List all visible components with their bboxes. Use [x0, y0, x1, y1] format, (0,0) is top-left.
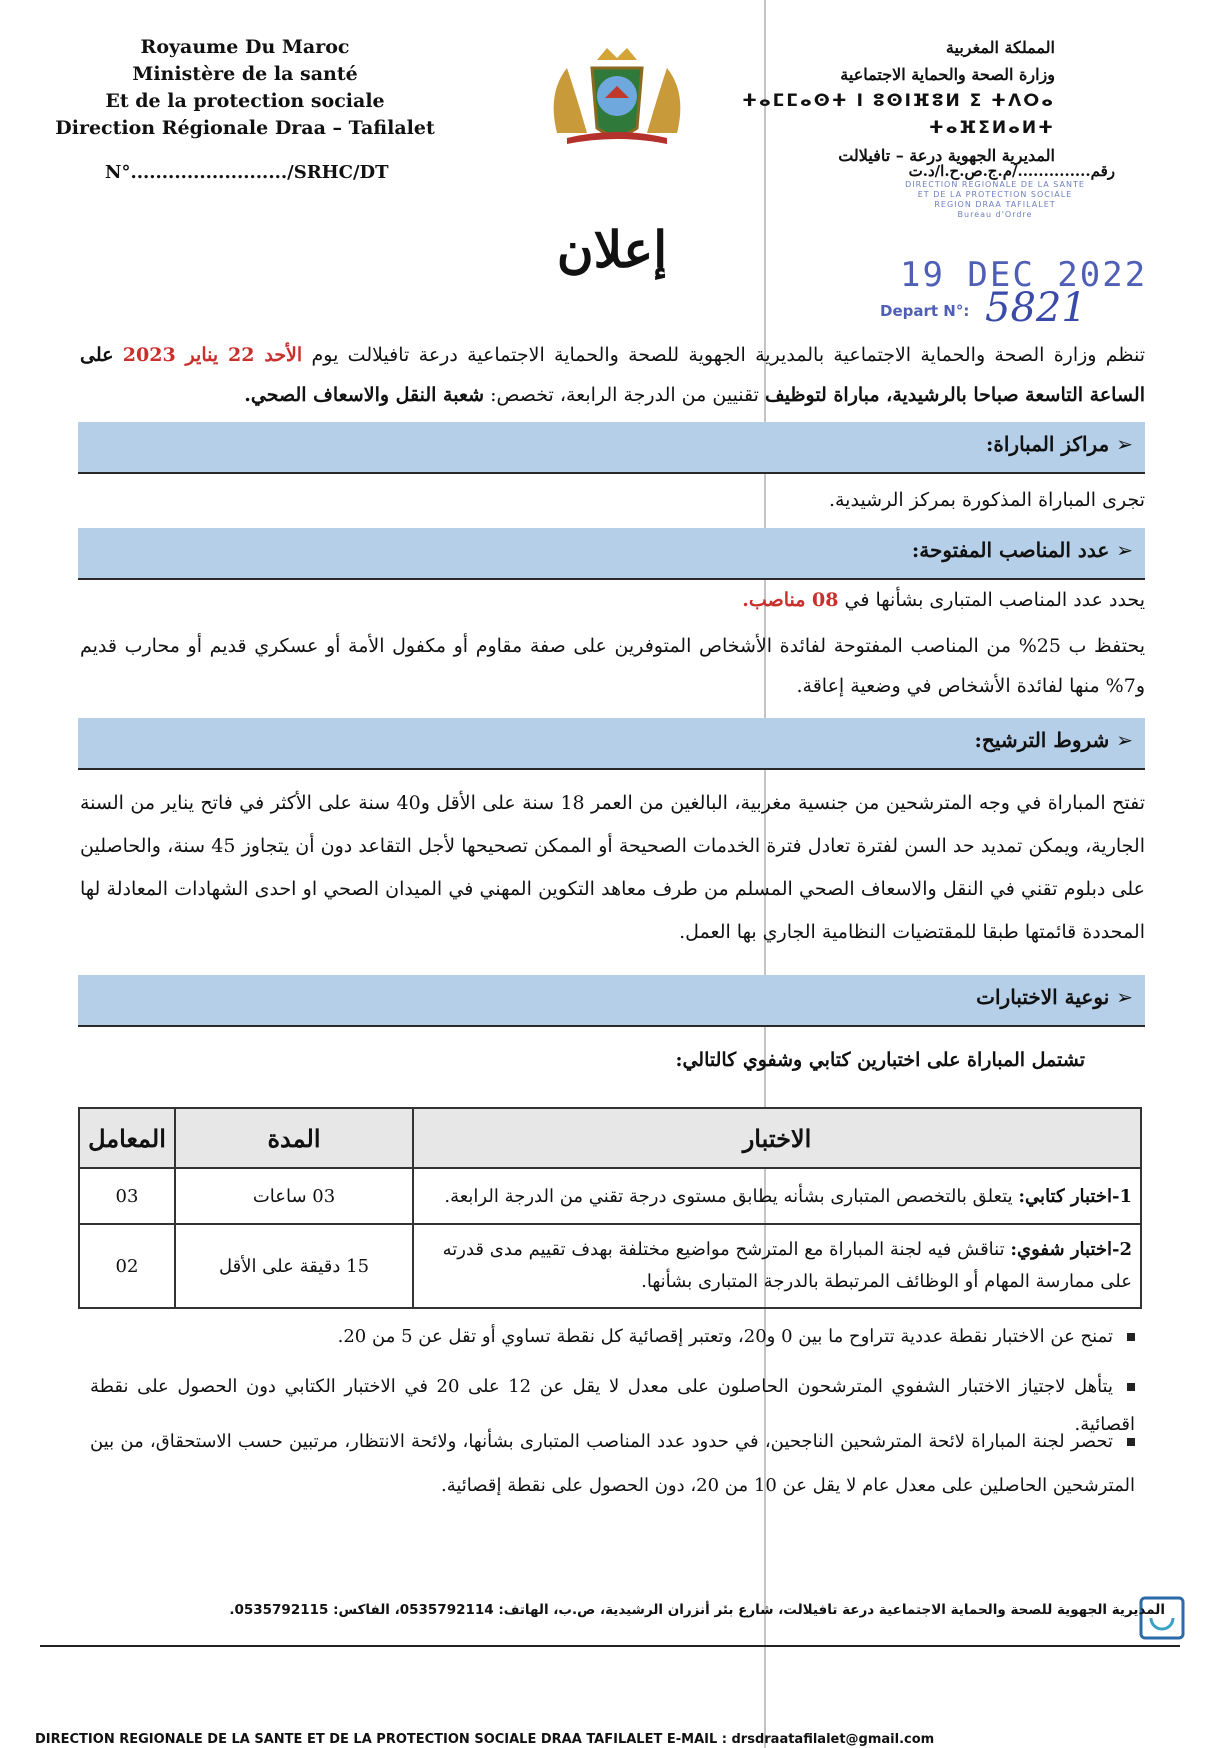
- bullet-icon: [1127, 1438, 1135, 1446]
- list-item: [90, 1318, 1135, 1356]
- exams-table: [78, 1107, 1142, 1309]
- exam-duration: 15 دقيقة على الأقل: [175, 1224, 413, 1308]
- header-fr: [10, 34, 480, 142]
- section-label: نوعية الاختبارات: [976, 985, 1110, 1009]
- column-header: المعامل: [79, 1108, 175, 1168]
- exam-name: 1-اختبار كتابي:: [1018, 1185, 1132, 1207]
- list-item: [90, 1420, 1135, 1508]
- arrow-icon: ➢: [1116, 728, 1133, 752]
- centers-text: تجرى المباراة المذكورة بمركز الرشيدية.: [828, 489, 1145, 511]
- arrow-icon: ➢: [1116, 538, 1133, 562]
- arrow-icon: ➢: [1116, 432, 1133, 456]
- header-ar-line: المملكة المغربية: [945, 38, 1055, 57]
- header-fr-line: Ministère de la santé: [132, 63, 358, 85]
- section-header-posts: [78, 528, 1145, 580]
- office-stamp: [880, 180, 1110, 220]
- exam-duration: 03 ساعات: [175, 1168, 413, 1224]
- header-fr-line: Et de la protection sociale: [105, 90, 385, 112]
- arrow-icon: ➢: [1116, 985, 1133, 1009]
- exams-intro: تشتمل المباراة على اختبارين كتابي وشفوي كالتالي:: [675, 1049, 1085, 1071]
- table-row: [79, 1168, 1141, 1224]
- posts-count-text: يحدد عدد المناصب المتبارى بشأنها في: [844, 589, 1145, 611]
- royal-emblem-icon: [537, 38, 697, 148]
- posts-text: [80, 580, 1145, 620]
- section-label: عدد المناصب المفتوحة:: [911, 538, 1110, 562]
- depart-label: Depart N°:: [880, 302, 970, 320]
- posts-reserved-text: يحتفظ ب 25% من المناصب المفتوحة لفائدة الأشخاص المتوفرين على صفة مقاوم أو مكفول الأمة أو عسكري قديم أو محارب قديم و7% منها لفائدة الأشخاص في وضعية إعاقة.: [80, 635, 1145, 697]
- exam-coefficient: 03: [79, 1168, 175, 1224]
- header-tifinagh: ⵜⴰⵎⵎⴰⵙⵜ ⵏ ⵓⵙⵏⴼⵓⵍ ⵉ ⵜⴷⵔⴰ ⵜⴰⴼⵉⵍⴰⵍⵜ: [742, 91, 1055, 138]
- date-stamp: 19 DEC 2022: [900, 255, 1148, 295]
- section-label: شروط الترشيح:: [974, 728, 1110, 752]
- section-header-centers: [78, 422, 1145, 474]
- header-ar: [675, 34, 1055, 169]
- exam-desc: تناقش فيه لجنة المباراة مع المترشح مواضيع مختلفة بهدف تقييم مدى قدرته على ممارسة المهام أو الوظائف المرتبطة بالدرجة المتبارى بشأنها.: [442, 1239, 1132, 1292]
- exam-name: 2-اختبار شفوي:: [1010, 1239, 1132, 1260]
- header-fr-line: Royaume Du Maroc: [140, 36, 350, 58]
- reference-number-fr: N°........................./SRHC/DT: [105, 162, 389, 183]
- stamp-line: REGION DRAA TAFILALET: [934, 200, 1056, 209]
- exam-cell: [413, 1224, 1141, 1308]
- stamp-line: DIRECTION REGIONALE DE LA SANTE: [905, 180, 1085, 189]
- footer-address-fr: DIRECTION REGIONALE DE LA SANTE ET DE LA PROTECTION SOCIALE DRAA TAFILALET E-MAIL : drsdraatafilalet@gmail.com: [35, 1732, 935, 1747]
- bullet-text: تمنح عن الاختبار نقطة عددية تتراوح ما بين 0 و20، وتعتبر إقصائية كل نقطة تساوي أو تقل عن 5 من 20.: [337, 1326, 1113, 1347]
- bullet-icon: [1127, 1383, 1135, 1391]
- exam-cell: [413, 1168, 1141, 1224]
- intro-text-bold: على الساعة التاسعة صباحا بالرشيدية، مباراة لتوظيف: [80, 344, 1145, 406]
- depart-number: 5821: [985, 285, 1087, 331]
- bullet-icon: [1127, 1333, 1135, 1341]
- bullet-text: يتأهل لاجتياز الاختبار الشفوي المترشحون الحاصلون على معدل لا يقل عن 12 على 20 في الاختبار الكتابي دون الحصول على نقطة اقصائية.: [90, 1376, 1135, 1435]
- table-row: [79, 1224, 1141, 1308]
- intro-text: تنظم وزارة الصحة والحماية الاجتماعية بالمديرية الجهوية للصحة والحماية الاجتماعية درعة تافيلالت يوم: [311, 344, 1146, 366]
- table-header-row: [79, 1108, 1141, 1168]
- section-header-conditions: [78, 718, 1145, 770]
- stamp-line: ET DE LA PROTECTION SOCIALE: [917, 190, 1073, 199]
- intro-text: تقنيين من الدرجة الرابعة، تخصص:: [490, 384, 759, 406]
- header-fr-line: Direction Régionale Draa – Tafilalet: [55, 117, 435, 139]
- footer-divider: [40, 1645, 1180, 1647]
- reference-number-ar: رقم............../م.ج.ص.ح.ا/د.ت: [908, 162, 1115, 180]
- header-ar-line: وزارة الصحة والحماية الاجتماعية: [840, 65, 1055, 84]
- section-label: مراكز المباراة:: [986, 432, 1110, 456]
- exam-date: الأحد 22 يناير 2023: [122, 344, 303, 366]
- conditions-text: تفتح المباراة في وجه المترشحين من جنسية مغربية، البالغين من العمر 18 سنة على الأقل و40 سنة على الأكثر في فاتح يناير من السنة الجارية، ويمكن تمديد حد السن لفترة تعادل فترة الخدمات الصحيحة أو الممكن تصحيحها لأجل التقاعد دون أن يتجاوز 45 سنة، والحاصلين على دبلوم تقني في النقل والاسعاف الصحي المسلم من طرف معاهد التكوين المهني في الميدان الصحي او احدى الشهادات المعادلة لها المحددة قائمتها طبقا للمقتضيات النظامية الجاري بها العمل.: [80, 792, 1146, 943]
- header-ar-direction: المديرية الجهوية درعة – تافيلالت: [838, 146, 1055, 165]
- bullet-text: تحصر لجنة المباراة لائحة المترشحين الناجحين، في حدود عدد المناصب المتبارى بشأنها، ولائحة الانتظار، مرتبين حسب الاستحقاق، من بين المترشحين الحاصلين على معدل عام لا يقل عن 10 من 20، دون الحصول على نقطة إقصائية.: [90, 1431, 1135, 1496]
- intro-paragraph: [80, 335, 1145, 415]
- section-header-exams: [78, 975, 1145, 1027]
- stamp-line: Bureau d'Ordre: [957, 210, 1033, 219]
- footer-address-ar: المديرية الجهوية للصحة والحماية الاجتماعية درعة تافيلالت، شارع بئر أنزران الرشيدية، ص.ب، الهاتف: 0535792114، الفاكس: 0535792115.: [229, 1602, 1165, 1618]
- column-header: الاختبار: [413, 1108, 1141, 1168]
- posts-count: 08 مناصب.: [742, 589, 839, 611]
- document-title: إعلان: [556, 220, 668, 279]
- specialty: شعبة النقل والاسعاف الصحي.: [244, 384, 485, 406]
- column-header: المدة: [175, 1108, 413, 1168]
- exam-desc: يتعلق بالتخصص المتبارى بشأنه يطابق مستوى درجة تقني من الدرجة الرابعة.: [444, 1185, 1013, 1207]
- exam-coefficient: 02: [79, 1224, 175, 1308]
